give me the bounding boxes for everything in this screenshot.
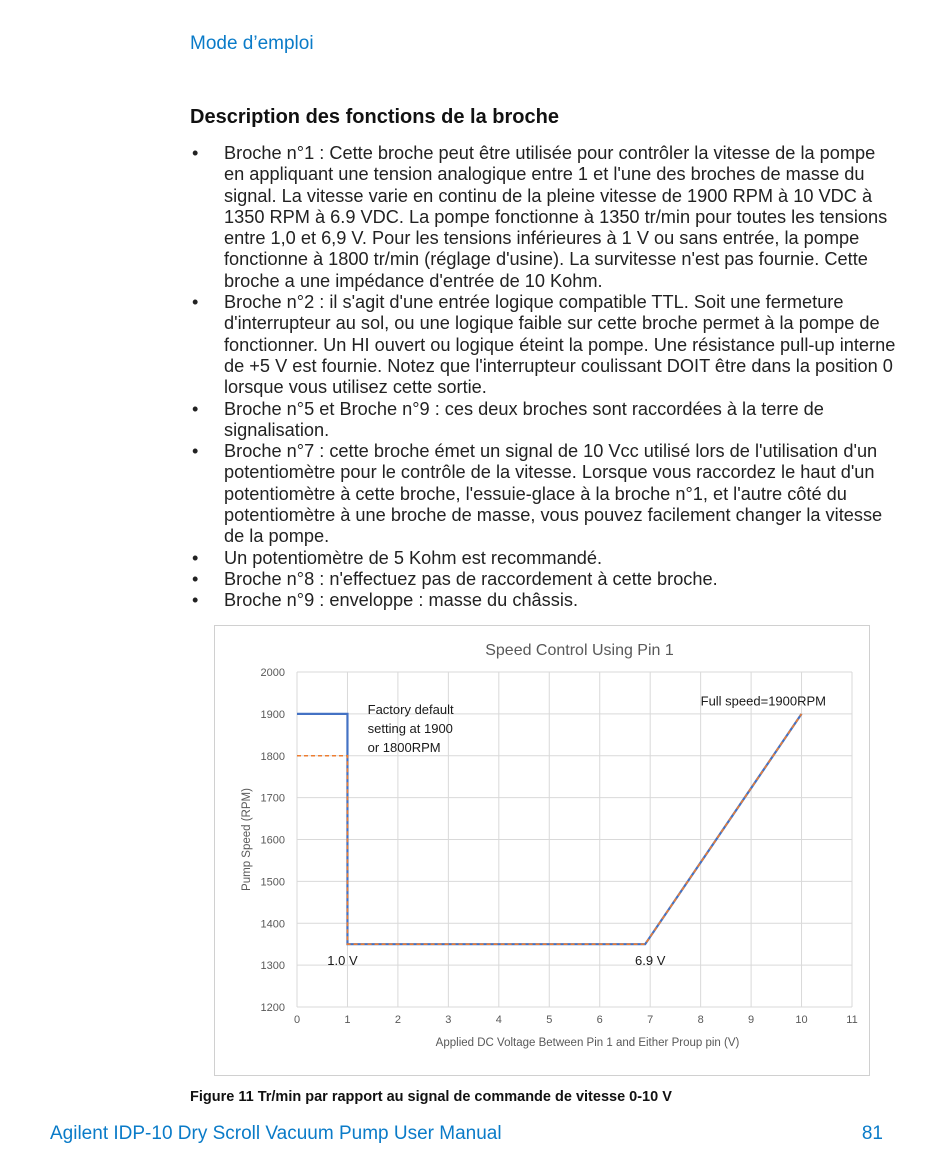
figure-caption: Figure 11 Tr/min par rapport au signal de commande de vitesse 0-10 V [190, 1089, 672, 1105]
list-item: • Un potentiomètre de 5 Kohm est recommandé. [190, 548, 900, 569]
x-tick-label: 9 [748, 1014, 755, 1026]
y-axis-label: Pump Speed (RPM) [241, 788, 253, 891]
y-tick-label: 1800 [260, 750, 285, 763]
list-item: • Broche n°8 : n'effectuez pas de raccordement à cette broche. [190, 569, 900, 590]
footer-title: Agilent IDP-10 Dry Scroll Vacuum Pump User Manual [50, 1123, 502, 1144]
running-header: Mode d’emploi [190, 33, 314, 54]
speed-control-chart [215, 626, 869, 1075]
list-item: • Broche n°7 : cette broche émet un signal de 10 Vcc utilisé lors de l'utilisation d'un potentiomètre pour le contrôle de la vitesse. Lorsque vous raccordez le haut d'un potentiomètre à cette broche, l'essuie-glace à la broche n°1, et l'autre côté du potentiomètre à une broche de masse, vous pouvez facilement changer la vitesse de la pompe. [190, 441, 900, 547]
x-tick-label: 11 [846, 1014, 858, 1026]
x-axis-label: Applied DC Voltage Between Pin 1 and Either Proup pin (V) [435, 1037, 740, 1049]
x-tick-label: 7 [647, 1014, 654, 1026]
y-tick-label: 1600 [260, 834, 285, 847]
y-tick-label: 1400 [260, 918, 285, 931]
y-tick-label: 1300 [260, 960, 285, 973]
chart-annotation: setting at 1900 [367, 720, 453, 736]
x-tick-label: 2 [394, 1014, 401, 1026]
chart-annotation: Full speed=1900RPM [700, 693, 827, 709]
x-tick-label: 8 [697, 1014, 704, 1026]
y-tick-label: 1200 [260, 1002, 285, 1014]
chart-annotation: 1.0 V [327, 953, 358, 969]
x-tick-label: 1 [344, 1014, 351, 1026]
x-tick-label: 6 [596, 1014, 603, 1026]
chart-annotation: Factory default [367, 701, 454, 717]
chart-annotation: 6.9 V [635, 953, 666, 969]
y-tick-label: 1700 [260, 792, 285, 805]
list-item: • Broche n°1 : Cette broche peut être utilisée pour contrôler la vitesse de la pompe en appliquant une tension analogique entre 1 et l'une des broches de masse du signal. La vitesse varie en continu de la pleine vitesse de 1900 RPM à 10 VDC à 1350 RPM à 6.9 VDC. La pompe fonctionne à 1350 tr/min pour toutes les tensions entre 1,0 et 6,9 V. Pour les tensions inférieures à 1 V ou sans entrée, la pompe fonctionne à 1800 tr/min (réglage d'usine). La survitesse n'est pas fournie. Cette broche a une impédance d'entrée de 10 Kohm. [190, 143, 900, 292]
list-item: • Broche n°5 et Broche n°9 : ces deux broches sont raccordées à la terre de signalisation. [190, 399, 900, 442]
x-tick-label: 3 [445, 1014, 452, 1026]
chart-title: Speed Control Using Pin 1 [485, 642, 674, 659]
chart-figure [214, 625, 870, 1076]
y-tick-label: 1500 [260, 876, 285, 889]
list-item: • Broche n°2 : il s'agit d'une entrée logique compatible TTL. Soit une fermeture d'interrupteur au sol, ou une logique faible sur cette broche permet à la pompe de fonctionner. Un HI ouvert ou logique éteint la pompe. Une résistance pull-up interne de +5 V est fournie. Notez que l'interrupteur coulissant DOIT être dans la position 0 lorsque vous utilisez cette sortie. [190, 292, 900, 398]
chart-annotation: or 1800RPM [367, 739, 441, 755]
x-tick-label: 0 [293, 1014, 301, 1026]
page-number: 81 [861, 1123, 883, 1144]
list-item: • Broche n°9 : enveloppe : masse du châssis. [190, 590, 900, 611]
y-tick-label: 1900 [260, 708, 285, 721]
x-tick-label: 5 [546, 1014, 553, 1026]
x-tick-label: 4 [495, 1014, 502, 1026]
section-title: Description des fonctions de la broche [190, 106, 559, 128]
x-tick-label: 10 [795, 1014, 808, 1026]
y-tick-label: 2000 [260, 667, 285, 679]
pin-function-list [190, 143, 900, 612]
